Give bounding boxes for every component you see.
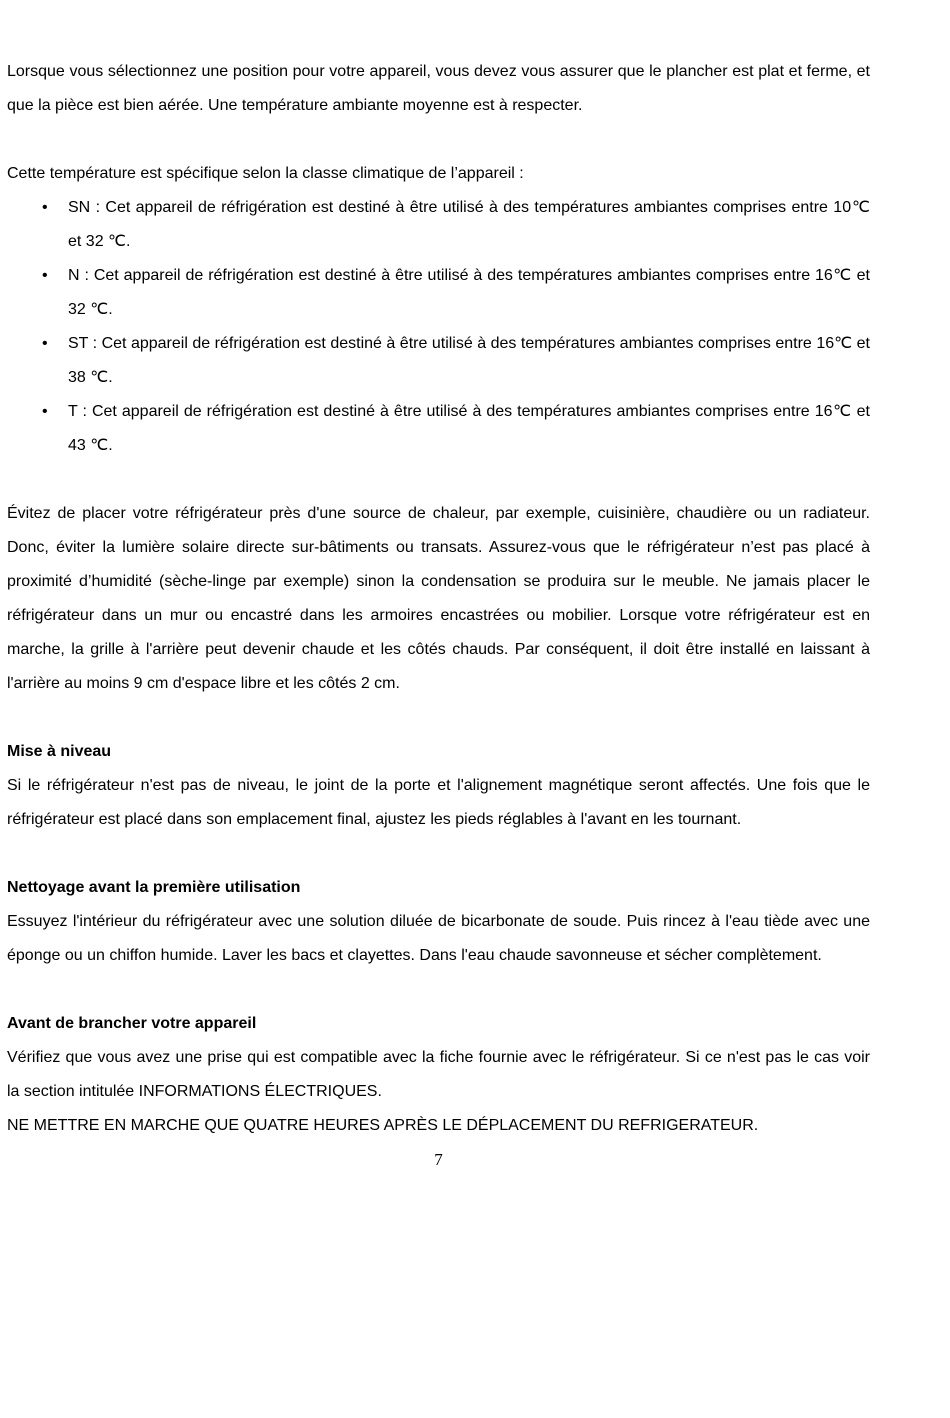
climate-class-item-t: • T : Cet appareil de réfrigération est destiné à être utilisé à des températures ambiantes comprises entre 16℃ et 43 ℃. (68, 395, 870, 463)
section-before-connecting (7, 1007, 870, 1143)
climate-class-list (7, 191, 870, 463)
climate-class-item-sn: • SN : Cet appareil de réfrigération est destiné à être utilisé à des températures ambiantes comprises entre 10℃ et 32 ℃. (68, 191, 870, 259)
section-warning-before-connecting: NE METTRE EN MARCHE QUE QUATRE HEURES APRÈS LE DÉPLACEMENT DU REFRIGERATEUR. (7, 1117, 759, 1134)
section-heading-levelling: Mise à niveau (7, 743, 112, 760)
climate-intro-line: Cette température est spécifique selon la classe climatique de l’appareil : (7, 165, 524, 182)
climate-class-item-n: • N : Cet appareil de réfrigération est destiné à être utilisé à des températures ambiantes comprises entre 16℃ et 32 ℃. (68, 259, 870, 327)
section-cleaning (7, 871, 870, 973)
climate-class-item-st: • ST : Cet appareil de réfrigération est destiné à être utilisé à des températures ambiantes comprises entre 16℃ et 38 ℃. (68, 327, 870, 395)
page-number: 7 (434, 1150, 443, 1169)
section-body-cleaning: Essuyez l'intérieur du réfrigérateur avec une solution diluée de bicarbonate de soude. Puis rincez à l'eau tiède avec une éponge ou un chiffon humide. Laver les bacs et clayettes. Dans l'eau chaude savonneuse et sécher complètement. (7, 913, 870, 964)
section-heading-before-connecting: Avant de brancher votre appareil (7, 1015, 257, 1032)
section-body-levelling: Si le réfrigérateur n'est pas de niveau, le joint de la porte et l'alignement magnétique seront affectés. Une fois que le réfrigérateur est placé dans son emplacement final, ajustez les pieds réglables à l'avant en les tournant. (7, 777, 870, 828)
intro-paragraph: Lorsque vous sélectionnez une position pour votre appareil, vous devez vous assurer que le plancher est plat et ferme, et que la pièce est bien aérée. Une température ambiante moyenne est à respecter. (7, 63, 870, 114)
section-body-before-connecting: Vérifiez que vous avez une prise qui est compatible avec la fiche fournie avec le réfrigérateur. Si ce n'est pas le cas voir la section intitulée INFORMATIONS ÉLECTRIQUES. (7, 1049, 870, 1100)
placement-paragraph: Évitez de placer votre réfrigérateur près d'une source de chaleur, par exemple, cuisinière, chaudière ou un radiateur. Donc, éviter la lumière solaire directe sur-bâtiments ou transats. Assurez-vous que le réfrigérateur n’est pas placé à proximité d’humidité (sèche-linge par exemple) sinon la condensation se produira sur le meuble. Ne jamais placer le réfrigérateur dans un mur ou encastré dans les armoires encastrées ou mobilier. Lorsque votre réfrigérateur est en marche, la grille à l'arrière peut devenir chaude et les côtés chauds. Par conséquent, il doit être installé en laissant à l'arrière au moins 9 cm d'espace libre et les côtés 2 cm. (7, 505, 870, 692)
section-heading-cleaning: Nettoyage avant la première utilisation (7, 879, 301, 896)
section-levelling (7, 735, 870, 837)
